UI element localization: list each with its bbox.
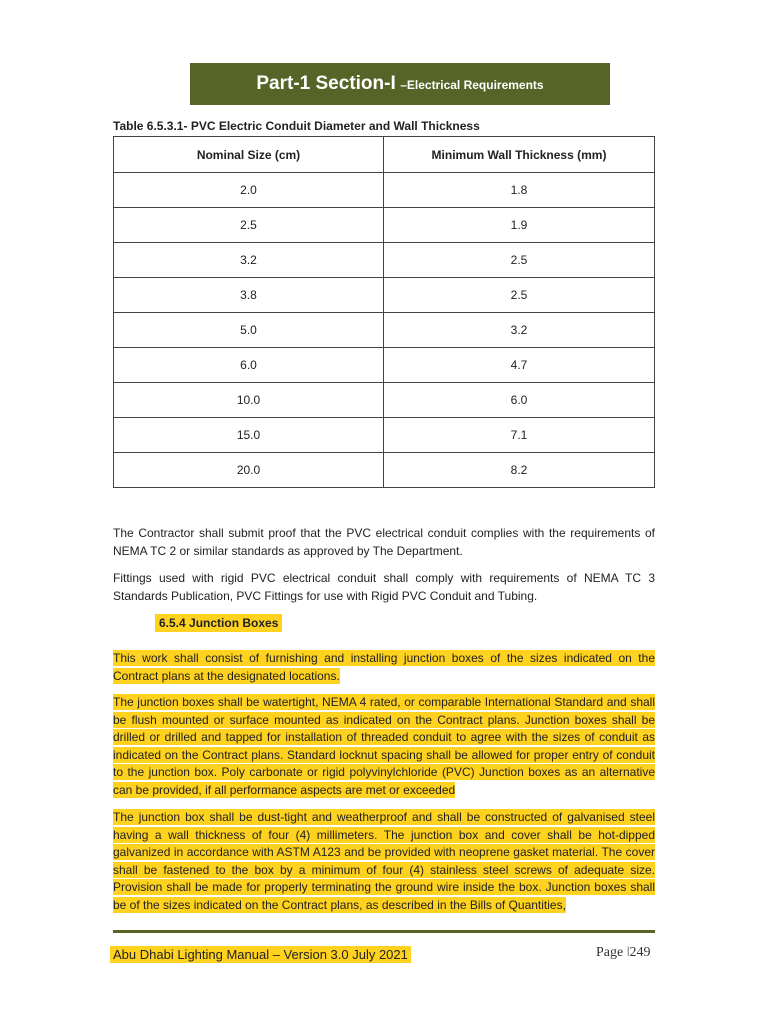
table-row	[114, 383, 655, 418]
table-cell: 3.2	[384, 313, 655, 348]
section-subtitle: –Electrical Requirements	[400, 78, 544, 92]
table-cell: 1.9	[384, 208, 655, 243]
table-cell: 1.8	[384, 173, 655, 208]
paragraph-junction-watertight	[113, 694, 655, 799]
table-cell: 6.0	[384, 383, 655, 418]
highlighted-text: The junction boxes shall be watertight, NEMA 4 rated, or comparable International Standard and shall be flush mounted or surface mounted as indicated on the Contract plans. Junction boxes shall be drilled or drilled and tapped for installation of threaded conduit to agree with the sizes of conduit as indicated on the Contract plans. Standard locknut spacing shall be allowed for proper entry of conduit to the junction box. Poly carbonate or rigid polyvinylchloride (PVC) Junction boxes as an alternative can be provided, if all performance aspects are met or exceeded	[113, 695, 655, 797]
highlighted-text: The junction box shall be dust-tight and weatherproof and shall be constructed of galvanised steel having a wall thickness of four (4) millimeters. The junction box and cover shall be hot-dipped galvanized in accordance with ASTM A123 and be provided with neoprene gasket material. The cover shall be fastened to the box by a minimum of four (4) stainless steel screws of adequate size. Provision shall be made for properly terminating the ground wire inside the box. Junction boxes shall be of the sizes indicated on the Contract plans, as described in the Bills of Quantities,	[113, 810, 655, 912]
table-cell: 10.0	[114, 383, 384, 418]
table-cell: 7.1	[384, 418, 655, 453]
table-row	[114, 348, 655, 383]
table-row	[114, 418, 655, 453]
table-cell: 5.0	[114, 313, 384, 348]
section-title: Part-1 Section-I	[256, 73, 396, 94]
footer-manual-title: Abu Dhabi Lighting Manual – Version 3.0 July 2021	[110, 946, 411, 963]
table-header-row	[114, 137, 655, 173]
highlighted-text: This work shall consist of furnishing and installing junction boxes of the sizes indicated on the Contract plans at the designated locations.	[113, 651, 655, 683]
table-cell: 2.0	[114, 173, 384, 208]
table-cell: 4.7	[384, 348, 655, 383]
table-row	[114, 313, 655, 348]
table-cell: 2.5	[384, 243, 655, 278]
table-row	[114, 208, 655, 243]
table-row	[114, 173, 655, 208]
table-row	[114, 243, 655, 278]
table-cell: 3.8	[114, 278, 384, 313]
section-banner	[190, 63, 610, 105]
table-row	[114, 453, 655, 488]
paragraph-junction-scope	[113, 650, 655, 685]
table-cell: 8.2	[384, 453, 655, 488]
table-cell: 20.0	[114, 453, 384, 488]
paragraph-nema-tc3: Fittings used with rigid PVC electrical conduit shall comply with requirements of NEMA TC 3 Standards Publication, PVC Fittings for use with Rigid PVC Conduit and Tubing.	[113, 571, 655, 603]
conduit-table	[113, 136, 655, 488]
footer-divider	[113, 930, 655, 933]
page-number: Page ǀ249	[596, 945, 651, 960]
table-row	[114, 278, 655, 313]
paragraph-nema-tc2: The Contractor shall submit proof that the PVC electrical conduit complies with the requirements of NEMA TC 2 or similar standards as approved by The Department.	[113, 526, 655, 558]
section-heading-junction-boxes: 6.5.4 Junction Boxes	[155, 614, 282, 632]
column-header: Minimum Wall Thickness (mm)	[384, 137, 655, 173]
column-header: Nominal Size (cm)	[114, 137, 384, 173]
table-cell: 3.2	[114, 243, 384, 278]
table-cell: 15.0	[114, 418, 384, 453]
table-caption: Table 6.5.3.1- PVC Electric Conduit Diameter and Wall Thickness	[113, 119, 480, 133]
table-cell: 2.5	[384, 278, 655, 313]
table-cell: 6.0	[114, 348, 384, 383]
table-cell: 2.5	[114, 208, 384, 243]
paragraph-junction-dust-tight	[113, 809, 655, 914]
